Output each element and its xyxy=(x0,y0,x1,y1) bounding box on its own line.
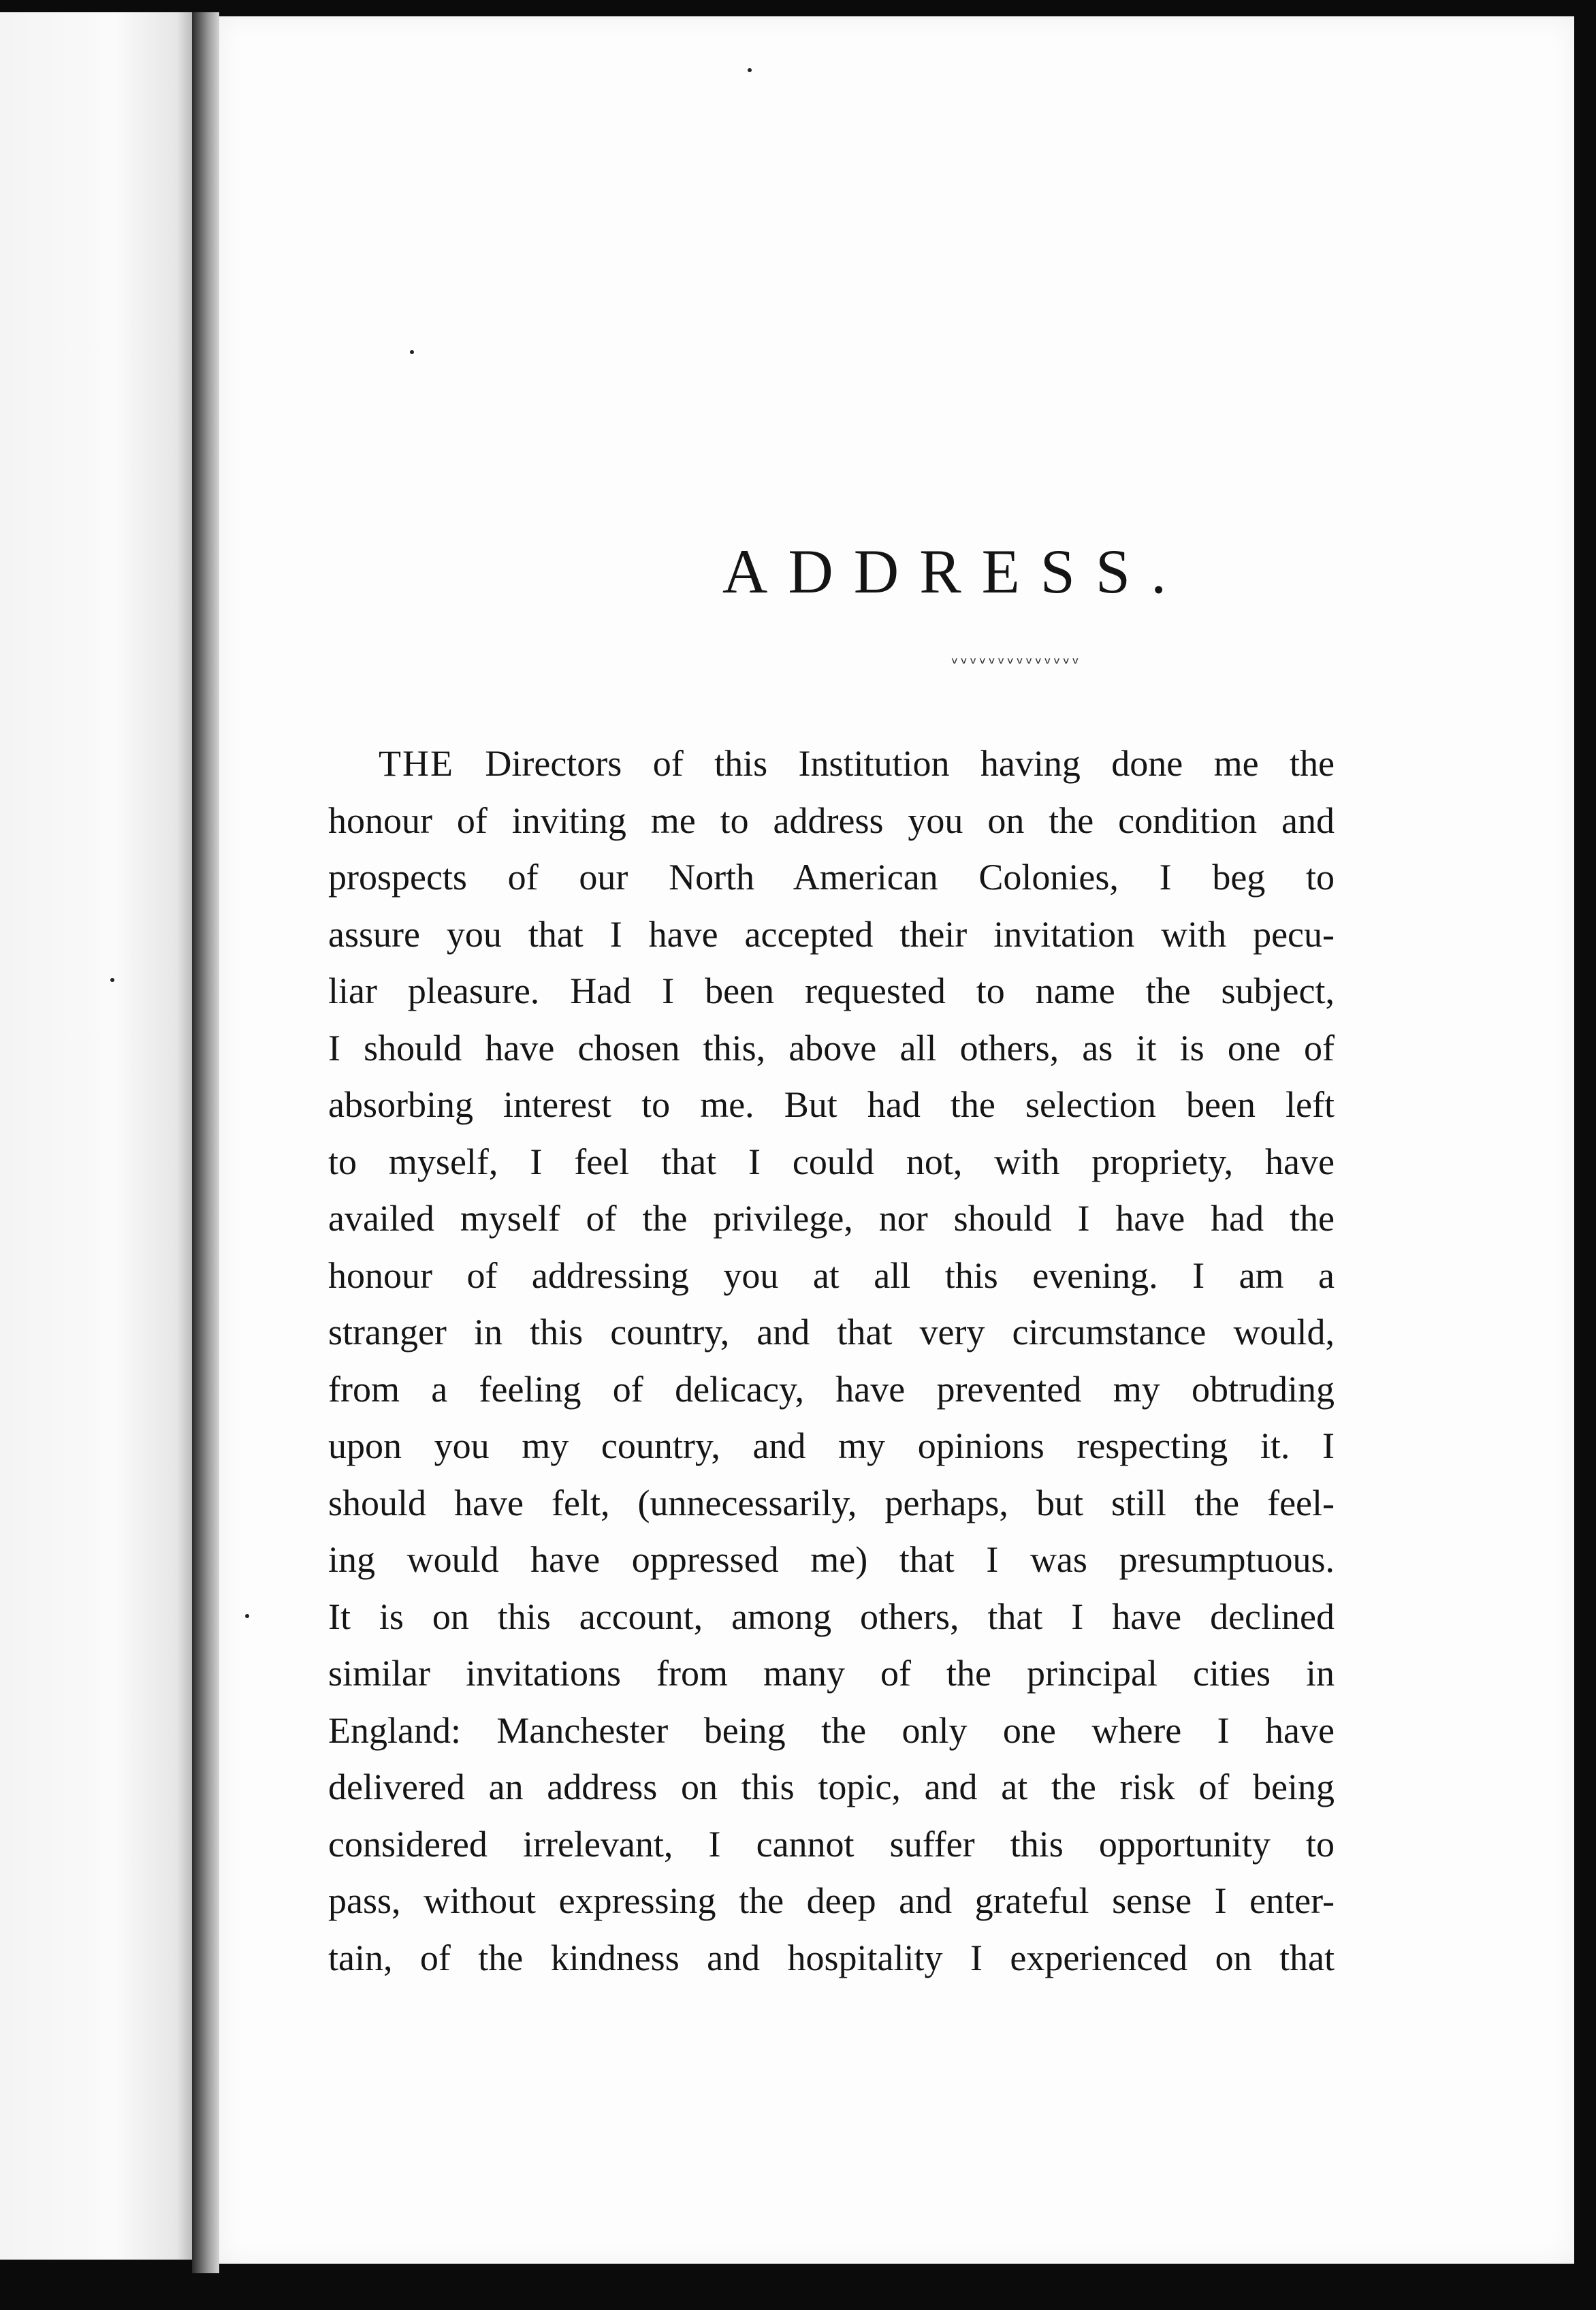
text-line: tain, of the kindness and hospitality I experienced on that xyxy=(328,1937,1335,1978)
book-gutter xyxy=(192,12,219,2273)
text-line: honour of addressing you at all this evening. I am a xyxy=(328,1254,1335,1296)
text-line: assure you that I have accepted their invitation with pecu- xyxy=(328,913,1335,955)
text-line: liar pleasure. Had I been requested to name the subject, xyxy=(328,970,1335,1011)
text-line: honour of inviting me to address you on the condition and xyxy=(328,800,1335,841)
text-line: I should have chosen this, above all others, as it is one of xyxy=(328,1027,1335,1069)
title-ornament-rule: ᵛᵛᵛᵛᵛᵛᵛᵛᵛᵛᵛᵛᵛᵛ xyxy=(949,654,1080,674)
text-line: pass, without expressing the deep and grateful sense I enter- xyxy=(328,1880,1335,1921)
text-line: absorbing interest to me. But had the selection been left xyxy=(328,1084,1335,1125)
scan-speck xyxy=(245,1614,249,1618)
text-line: availed myself of the privilege, nor should I have had the xyxy=(328,1198,1335,1239)
page-title: ADDRESS. xyxy=(722,537,1187,606)
text-line: stranger in this country, and that very circumstance would, xyxy=(328,1312,1335,1352)
scan-speck xyxy=(110,978,114,982)
body-text xyxy=(328,735,1335,1987)
facing-page-edge xyxy=(0,12,192,2260)
text-line: prospects of our North American Colonies, I beg to xyxy=(328,857,1335,898)
text-line: from a feeling of delicacy, have prevented my obtruding xyxy=(328,1368,1335,1410)
scan-speck xyxy=(410,350,414,354)
scan-speck xyxy=(748,68,752,72)
text-line: England: Manchester being the only one where I have xyxy=(328,1709,1335,1751)
text-line: THE Directors of this Institution having done me the xyxy=(379,743,1335,784)
text-line: should have felt, (unnecessarily, perhaps, but still the feel- xyxy=(328,1482,1335,1523)
text-line: similar invitations from many of the principal cities in xyxy=(328,1653,1335,1694)
text-line: ing would have oppressed me) that I was presumptuous. xyxy=(328,1539,1335,1580)
text-line: upon you my country, and my opinions respecting it. I xyxy=(328,1425,1335,1466)
text-line: It is on this account, among others, that I have declined xyxy=(328,1596,1335,1637)
text-line: delivered an address on this topic, and at the risk of being xyxy=(328,1767,1335,1807)
text-line: considered irrelevant, I cannot suffer this opportunity to xyxy=(328,1823,1335,1865)
text-line: to myself, I feel that I could not, with propriety, have xyxy=(328,1141,1335,1182)
opening-word: THE xyxy=(379,743,454,784)
